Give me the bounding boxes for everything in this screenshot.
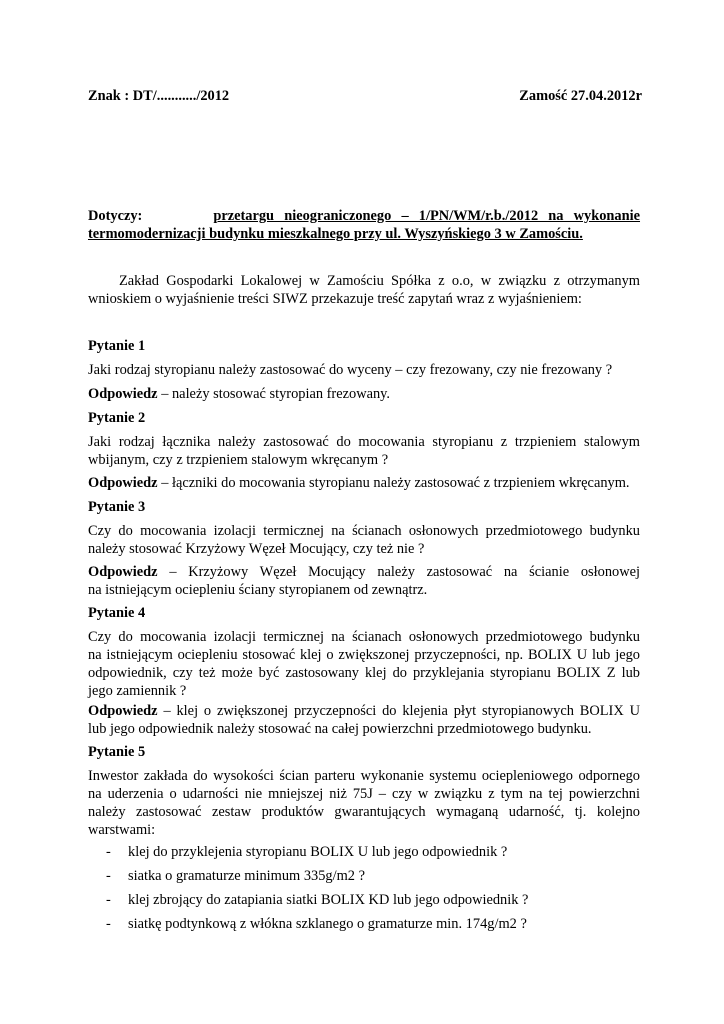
question-heading-5: Pytanie 5 <box>88 744 146 760</box>
question-5-line-1: Inwestor zakłada do wysokości ścian parteru wykonanie systemu ociepleniowego odpornego <box>88 768 640 784</box>
question-4-line-2: na istniejącym ociepleniu stosować klej o zwiększonej przyczepności, np. BOLIX U lub jego <box>88 647 640 663</box>
question-text-1 <box>88 361 640 379</box>
bullet-marker: - <box>106 892 111 908</box>
answer-4 <box>88 702 640 738</box>
question-5-line-2: na uderzenia o udarności nie mniejszej niż 75J – czy w związku z tym na tej powierzchni <box>88 786 640 802</box>
bullet-marker: - <box>106 868 111 884</box>
question-text-3 <box>88 522 640 558</box>
answer-1 <box>88 385 640 403</box>
subject-label: Dotyczy: <box>88 208 143 224</box>
question-4-line-3: odpowiednik, czy też może być zastosowany klej do przyklejania styropianu BOLIX Z lub <box>88 665 640 681</box>
answer-label: Odpowiedz <box>88 564 158 580</box>
question-3-line-2: należy stosować Krzyżowy Węzeł Mocujący, czy też nie ? <box>88 541 425 557</box>
bullet-marker: - <box>106 844 111 860</box>
bullet-text-1: klej do przyklejenia styropianu BOLIX U lub jego odpowiednik ? <box>128 844 508 860</box>
question-text-2 <box>88 433 640 469</box>
intro-line-2: wnioskiem o wyjaśnienie treści SIWZ przekazuje treść zapytań wraz z wyjaśnieniem: <box>88 291 582 307</box>
answer-3 <box>88 563 640 599</box>
answer-label: Odpowiedz <box>88 475 158 491</box>
question-5-line-3: należy zastosować zestaw produktów gwarantujących wymaganą udarność, tj. kolejno <box>88 804 640 820</box>
intro-paragraph <box>88 272 640 308</box>
intro-line-1: Zakład Gospodarki Lokalowej w Zamościu Spółka z o.o, w związku z otrzymanym <box>119 273 640 289</box>
question-heading-4: Pytanie 4 <box>88 605 146 621</box>
bullet-text-4: siatkę podtynkową z włókna szklanego o gramaturze min. 174g/m2 ? <box>128 916 527 932</box>
answer-4-line-1: – klej o zwiększonej przyczepności do klejenia płyt styropianowych BOLIX U <box>163 703 640 719</box>
question-4-line-1: Czy do mocowania izolacji termicznej na ścianach osłonowych przedmiotowego budynku <box>88 629 640 645</box>
question-text-5 <box>88 767 640 839</box>
subject-text-2: termomodernizacji budynku mieszkalnego przy ul. Wyszyńskiego 3 w Zamościu. <box>88 226 583 242</box>
answer-label: Odpowiedz <box>88 703 158 719</box>
question-3-line-1: Czy do mocowania izolacji termicznej na ścianach osłonowych przedmiotowego budynku <box>88 523 640 539</box>
question-heading-2: Pytanie 2 <box>88 410 146 426</box>
document-sign: Znak : DT/.........../2012 <box>88 88 230 104</box>
answer-3-line-1: – Krzyżowy Węzeł Mocujący należy zastosować na ścianie osłonowej <box>169 564 640 580</box>
answer-label: Odpowiedz <box>88 386 158 402</box>
answer-2-line-1: – łączniki do mocowania styropianu należy zastosować z trzpieniem wkręcanym. <box>161 475 630 491</box>
question-heading-1: Pytanie 1 <box>88 338 146 354</box>
answer-4-line-2: lub jego odpowiednik należy stosować na całej powierzchni przedmiotowego budynku. <box>88 721 592 737</box>
bullet-marker: - <box>106 916 111 932</box>
question-2-line-2: wbijanym, czy z trzpieniem stalowym wkręcanym ? <box>88 452 389 468</box>
question-heading-3: Pytanie 3 <box>88 499 146 515</box>
question-text-4 <box>88 628 640 700</box>
answer-3-line-2: na istniejącym ociepleniu ściany styropianem od zewnątrz. <box>88 582 428 598</box>
bullet-text-2: siatka o gramaturze minimum 335g/m2 ? <box>128 868 365 884</box>
subject-line-1 <box>88 207 640 225</box>
bullet-text-3: klej zbrojący do zatapiania siatki BOLIX KD lub jego odpowiednik ? <box>128 892 529 908</box>
place-date: Zamość 27.04.2012r <box>519 88 642 104</box>
question-4-line-4: jego zamiennik ? <box>88 683 187 699</box>
subject-text-1: przetargu nieograniczonego – 1/PN/WM/r.b./2012 na wykonanie <box>213 208 641 224</box>
question-1-line-1: Jaki rodzaj styropianu należy zastosować do wyceny – czy frezowany, czy nie frezowany ? <box>88 362 613 378</box>
question-2-line-1: Jaki rodzaj łącznika należy zastosować do mocowania styropianu z trzpieniem stalowym <box>88 434 640 450</box>
question-5-line-4: warstwami: <box>88 822 156 838</box>
answer-1-line-1: – należy stosować styropian frezowany. <box>161 386 391 402</box>
answer-2 <box>88 474 640 492</box>
